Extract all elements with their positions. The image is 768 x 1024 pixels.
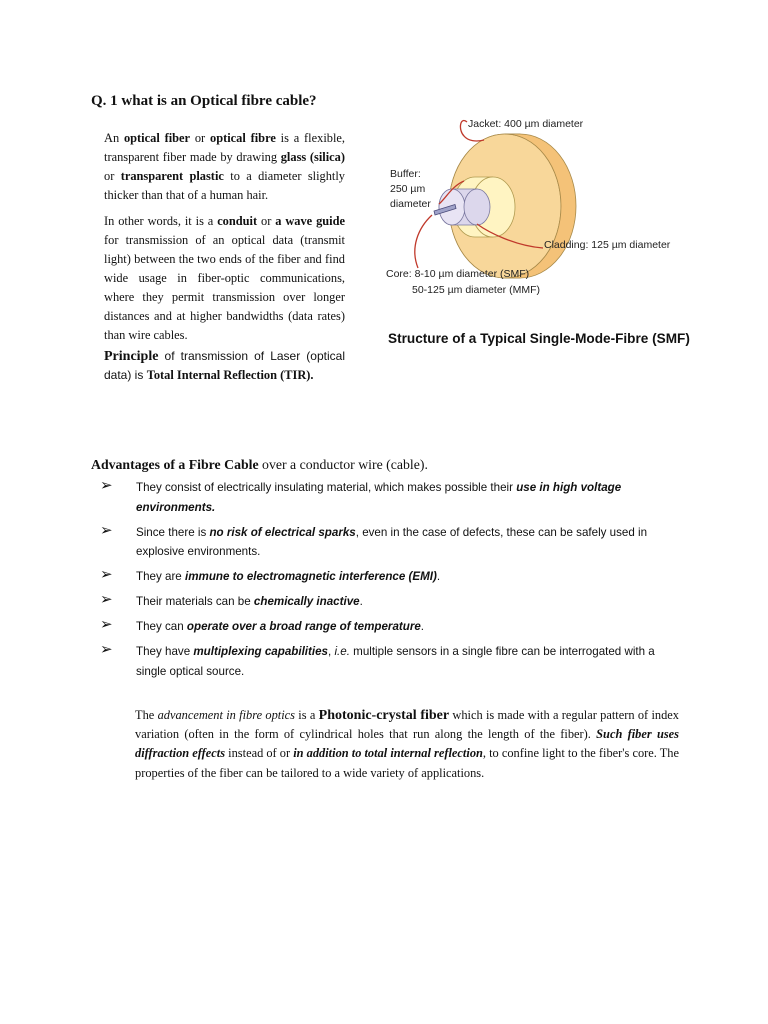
term-optical-fibre: optical fibre	[210, 131, 276, 145]
text-run: or	[190, 131, 210, 145]
text-run: or	[104, 169, 121, 183]
text-run: which is made with a regular pattern of index variation (often in the form of cylindrical holes that run along the length of the fiber).	[135, 708, 679, 742]
advantages-heading-rest: over a conductor wire (cable).	[258, 457, 428, 472]
term-photonic-crystal-fiber: Photonic-crystal fiber	[318, 708, 450, 723]
text-run: They can	[136, 620, 187, 633]
figure-caption: Structure of a Typical Single-Mode-Fibre (SMF)	[388, 331, 690, 346]
text-run: .	[420, 620, 425, 633]
principle-term: Principle	[104, 349, 159, 364]
text-run: .	[436, 570, 441, 583]
text-run: multiple sensors in a single fibre can be interrogated with a single optical source.	[136, 645, 655, 678]
text-run: The	[135, 708, 158, 722]
buffer-label-line3: diameter	[390, 198, 431, 210]
emphasis: no risk of electrical sparks	[209, 525, 356, 539]
advantages-heading	[91, 457, 428, 473]
definition-paragraph	[104, 129, 345, 205]
term-optical-fiber: optical fiber	[123, 131, 191, 145]
term-conduit: conduit	[217, 214, 258, 228]
text-run: instead of or	[225, 746, 294, 761]
emphasis: advancement in fibre optics	[157, 708, 295, 722]
text-run: is a flexible, transparent fiber made by drawing	[104, 131, 345, 164]
text-run: In other words, it is a	[104, 214, 218, 228]
arrow-bullet-icon: ➢	[100, 641, 113, 658]
list-item	[100, 592, 680, 612]
text-run: for transmission of an optical data (transmit light) between the two ends of the fiber and find wide usage in fiber-optic communications, where they permit transmission over longer distances and at higher bandwidths (data rates) than wire cables.	[104, 233, 345, 342]
term-wave-guide: a wave guide	[275, 214, 345, 228]
text-run: or	[257, 214, 276, 228]
text-run: An	[104, 131, 124, 145]
abbreviation-ie: i.e.	[334, 645, 350, 658]
text-run: is a	[295, 708, 319, 722]
principle-paragraph	[104, 347, 345, 385]
text-run: They consist of electrically insulating material, which makes possible their	[136, 481, 517, 494]
emphasis: operate over a broad range of temperature	[186, 620, 421, 633]
fibre-structure-figure	[380, 108, 700, 358]
emphasis: use in high voltage environments.	[136, 481, 622, 514]
text-run: , even in the case of defects, these can be safely used in explosive environments.	[136, 525, 648, 558]
list-item	[100, 478, 680, 517]
text-run: They have	[136, 645, 194, 658]
emphasis: Such fiber uses diffraction effects	[135, 727, 679, 761]
arrow-bullet-icon: ➢	[100, 616, 113, 633]
list-item	[100, 617, 680, 637]
conduit-paragraph	[104, 212, 345, 345]
list-item	[100, 523, 680, 562]
buffer-label-line2: 250 µm	[390, 183, 426, 195]
list-item	[100, 567, 680, 587]
arrow-bullet-icon: ➢	[100, 477, 113, 494]
term-transparent-plastic: transparent plastic	[120, 169, 224, 183]
core-label-line1: Core: 8-10 µm diameter (SMF)	[386, 268, 530, 280]
text-run: to a diameter slightly thicker than that of a human hair.	[104, 169, 345, 202]
emphasis: immune to electromagnetic interference (EMI)	[184, 570, 437, 583]
arrow-bullet-icon: ➢	[100, 591, 113, 608]
photonic-crystal-paragraph	[135, 706, 679, 783]
advantages-list	[100, 478, 680, 687]
cladding-label: Cladding: 125 µm diameter	[544, 239, 671, 251]
term-glass: glass (silica)	[280, 150, 346, 164]
core-pointer	[415, 215, 432, 268]
list-item	[100, 642, 680, 681]
advantages-heading-bold: Advantages of a Fibre Cable	[91, 457, 259, 472]
cladding-end	[464, 189, 490, 225]
jacket-label: Jacket: 400 µm diameter	[468, 118, 584, 130]
text-run: ,	[328, 645, 335, 658]
text-run: , to confine light to the fiber's core. The properties of the fiber can be tailored to a wide variety of applications.	[135, 746, 679, 780]
arrow-bullet-icon: ➢	[100, 566, 113, 583]
core-label-line2: 50-125 µm diameter (MMF)	[412, 284, 540, 296]
term-tir: Total Internal Reflection (TIR).	[146, 368, 314, 382]
question-title: Q. 1 what is an Optical fibre cable?	[91, 93, 317, 109]
arrow-bullet-icon: ➢	[100, 521, 113, 539]
emphasis: chemically inactive	[253, 595, 360, 608]
text-run: Their materials can be	[136, 595, 254, 608]
buffer-label-line1: Buffer:	[390, 168, 421, 180]
intro-column	[104, 129, 345, 385]
text-run: They are	[136, 570, 185, 583]
text-run: of transmission of Laser (optical data) is	[104, 349, 345, 382]
text-run: .	[359, 595, 363, 608]
emphasis: multiplexing capabilities	[193, 645, 329, 658]
emphasis: in addition to total internal reflection	[293, 746, 483, 761]
text-run: Since there is	[136, 525, 210, 539]
